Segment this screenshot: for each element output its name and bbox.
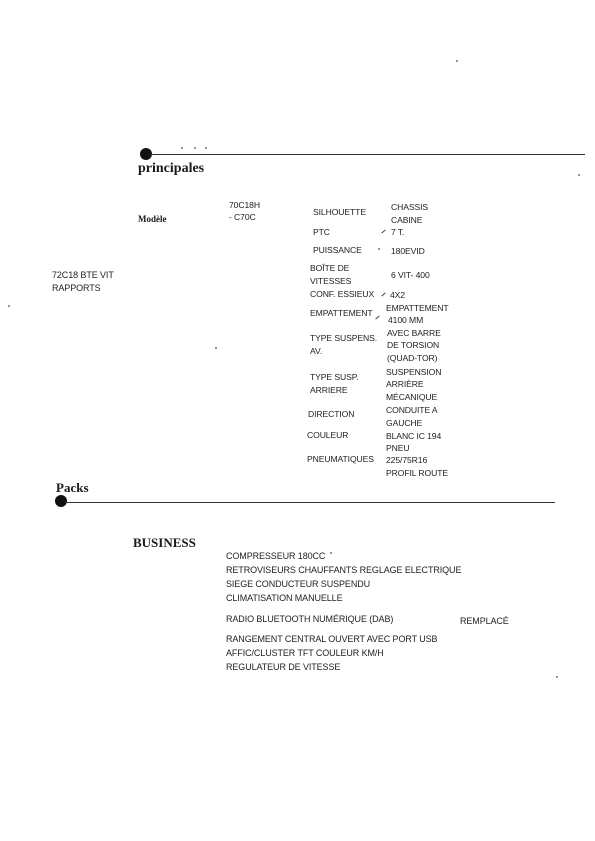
spec-value-pneumatiques: PNEU bbox=[386, 443, 410, 453]
spec-value-suspens-av: (QUAD-TOR) bbox=[387, 353, 438, 363]
spec-value-pneumatiques: PROFIL ROUTE bbox=[386, 468, 448, 478]
side-note-line1: 72C18 BTE VIT bbox=[52, 270, 114, 280]
spec-value-suspens-av: AVEC BARRE bbox=[387, 328, 441, 338]
spec-value-suspens-av: DE TORSION bbox=[387, 340, 440, 350]
pack-item: REGULATEUR DE VITESSE bbox=[226, 662, 341, 672]
scan-speck bbox=[8, 305, 10, 307]
spec-label-essieux: CONF. ESSIEUX bbox=[310, 289, 375, 299]
spec-value-empattement: EMPATTEMENT bbox=[386, 303, 449, 313]
spec-label-boite: VITESSES bbox=[310, 276, 352, 286]
spec-label-couleur: COULEUR bbox=[307, 430, 349, 440]
spec-value-essieux: 4X2 bbox=[390, 290, 405, 300]
scan-speck bbox=[205, 147, 207, 149]
section-divider bbox=[65, 502, 555, 503]
spec-value-pneumatiques: 225/75R16 bbox=[386, 455, 428, 465]
spec-value-couleur: BLANC IC 194 bbox=[386, 431, 442, 441]
spec-value-empattement: 4100 MM bbox=[388, 315, 424, 325]
scan-speck bbox=[456, 60, 458, 62]
side-note-line2: RAPPORTS bbox=[52, 283, 101, 293]
pack-item: AFFIC/CLUSTER TFT COULEUR KM/H bbox=[226, 648, 384, 658]
pack-name: BUSINESS bbox=[133, 535, 196, 550]
spec-label-puissance: PUISSANCE bbox=[313, 245, 362, 255]
pack-item: COMPRESSEUR 180CC bbox=[226, 551, 326, 561]
spec-label-empattement: EMPATTEMENT bbox=[310, 308, 373, 318]
spec-value-silhouette: CHASSIS bbox=[391, 202, 429, 212]
spec-value-ptc: 7 T. bbox=[391, 227, 405, 237]
section-title-packs: Packs bbox=[56, 480, 89, 495]
spec-label-pneumatiques: PNEUMATIQUES bbox=[307, 454, 374, 464]
pack-item: RADIO BLUETOOTH NUMÉRIQUE (DAB) bbox=[226, 614, 394, 624]
pen-tick-mark bbox=[381, 230, 385, 234]
section-bullet bbox=[55, 495, 67, 507]
pen-tick-mark bbox=[381, 293, 385, 297]
spec-label-suspens-av: TYPE SUSPENS. bbox=[310, 333, 377, 343]
model-label: Modèle bbox=[138, 214, 167, 224]
pack-item: SIEGE CONDUCTEUR SUSPENDU bbox=[226, 579, 371, 589]
pack-item: RANGEMENT CENTRAL OUVERT AVEC PORT USB bbox=[226, 634, 438, 644]
pen-tick-mark bbox=[375, 316, 379, 320]
spec-value-puissance: 180EVID bbox=[391, 246, 425, 256]
spec-value-direction: GAUCHE bbox=[386, 418, 423, 428]
pack-item: RETROVISEURS CHAUFFANTS REGLAGE ELECTRIQUE bbox=[226, 565, 462, 575]
spec-label-silhouette: SILHOUETTE bbox=[313, 207, 366, 217]
scan-speck bbox=[378, 248, 380, 250]
spec-label-suspens-arr: TYPE SUSP. bbox=[310, 372, 359, 382]
model-code-line1: 70C18H bbox=[229, 200, 260, 210]
pack-item: CLIMATISATION MANUELLE bbox=[226, 593, 343, 603]
model-code-line2: - C70C bbox=[229, 212, 256, 222]
scan-speck bbox=[181, 147, 183, 149]
replaced-note: REMPLACÉ bbox=[460, 616, 509, 626]
spec-label-direction: DIRECTION bbox=[308, 409, 355, 419]
spec-value-suspens-arr: ARRIÈRE bbox=[386, 379, 424, 389]
spec-value-suspens-arr: MÉCANIQUE bbox=[386, 392, 438, 402]
section-title-principales: principales bbox=[138, 161, 205, 176]
section-divider bbox=[150, 154, 585, 155]
spec-label-ptc: PTC bbox=[313, 227, 330, 237]
spec-label-suspens-av: AV. bbox=[310, 346, 323, 356]
scan-speck bbox=[194, 147, 196, 149]
spec-value-suspens-arr: SUSPENSION bbox=[386, 367, 442, 377]
spec-label-boite: BOÎTE DE bbox=[310, 263, 350, 273]
scan-speck bbox=[215, 347, 217, 349]
scan-speck bbox=[330, 552, 332, 554]
spec-label-suspens-arr: ARRIERE bbox=[310, 385, 348, 395]
spec-value-direction: CONDUITE A bbox=[386, 405, 438, 415]
spec-value-silhouette: CABINE bbox=[391, 215, 423, 225]
scan-speck bbox=[578, 174, 580, 176]
scan-speck bbox=[556, 676, 558, 678]
spec-value-boite: 6 VIT- 400 bbox=[391, 270, 430, 280]
